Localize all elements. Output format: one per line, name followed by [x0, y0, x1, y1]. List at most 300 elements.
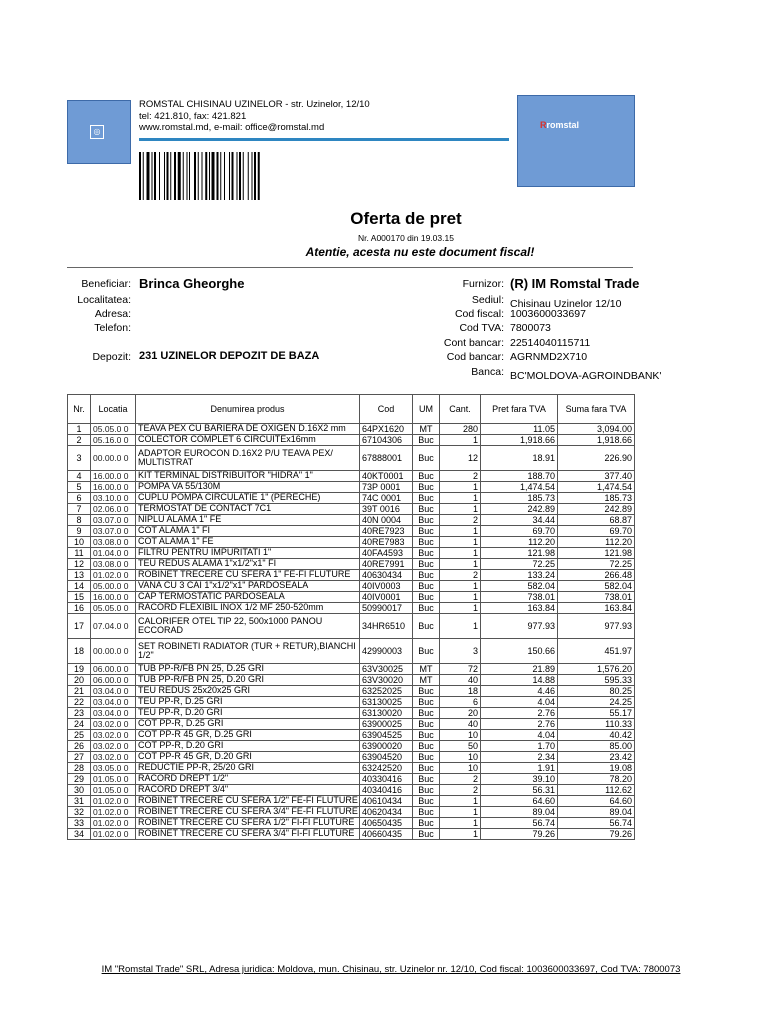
cell-pret: 1.91	[481, 763, 558, 774]
fiscal-notice: Atentie, acesta nu este document fiscal!	[305, 245, 535, 259]
cell-cant: 1	[440, 504, 481, 515]
barcode-bar	[202, 152, 203, 200]
cell-pret: 21.89	[481, 664, 558, 675]
cell-cant: 3	[440, 639, 481, 664]
barcode-bar	[170, 152, 171, 200]
cell-pret: 185.73	[481, 493, 558, 504]
barcode-bar	[167, 152, 169, 200]
cell-denumirea: REDUCTIE PP-R, 25/20 GRI	[136, 763, 360, 774]
cell-denumirea: COT ALAMA 1" FI	[136, 526, 360, 537]
barcode-bar	[258, 152, 260, 200]
cell-cod: 73P 0001	[360, 482, 413, 493]
cell-nr: 17	[68, 614, 91, 639]
company-phone-line: tel: 421.810, fax: 421.821	[139, 110, 247, 122]
table-row	[68, 774, 635, 785]
cell-locatia: 16.00.0 0	[91, 482, 136, 493]
cell-denumirea: CUPLU POMPA CIRCULATIE 1" (PERECHE)	[136, 493, 360, 504]
cell-suma: 185.73	[558, 493, 635, 504]
barcode-bar	[198, 152, 199, 200]
cod-tva-value: 7800073	[510, 322, 551, 334]
cell-cod: 74C 0001	[360, 493, 413, 504]
cell-nr: 20	[68, 675, 91, 686]
table-header-row	[68, 395, 635, 424]
cell-cant: 1	[440, 493, 481, 504]
cell-locatia: 16.00.0 0	[91, 471, 136, 482]
cell-denumirea: COT PP-R, D.25 GRI	[136, 719, 360, 730]
barcode-bar	[164, 152, 165, 200]
cell-denumirea: VANA CU 3 CAI 1"x1/2"x1" PARDOSEALA	[136, 581, 360, 592]
cell-suma: 582.04	[558, 581, 635, 592]
cell-denumirea: COT PP-R, D.20 GRI	[136, 741, 360, 752]
cell-pret: 188.70	[481, 471, 558, 482]
cell-nr: 27	[68, 752, 91, 763]
cell-um: Buc	[413, 603, 440, 614]
cell-cod: 40IV0001	[360, 592, 413, 603]
cell-cant: 2	[440, 785, 481, 796]
cell-suma: 89.04	[558, 807, 635, 818]
cell-suma: 80.25	[558, 686, 635, 697]
cell-suma: 226.90	[558, 446, 635, 471]
table-row	[68, 548, 635, 559]
cont-bancar-label: Cont bancar:	[443, 337, 504, 349]
cell-cod: 63904525	[360, 730, 413, 741]
cell-um: Buc	[413, 446, 440, 471]
cell-um: Buc	[413, 559, 440, 570]
cell-cod: 40620434	[360, 807, 413, 818]
col-header-suma: Suma fara TVA	[558, 395, 635, 424]
table-row	[68, 741, 635, 752]
cell-pret: 2.34	[481, 752, 558, 763]
logo-text: romstal	[546, 120, 580, 130]
document-title: Oferta de pret	[350, 209, 462, 228]
table-row	[68, 829, 635, 840]
cell-suma: 110.33	[558, 719, 635, 730]
cell-locatia: 01.05.0 0	[91, 785, 136, 796]
cell-um: Buc	[413, 471, 440, 482]
logo-emblem-icon: ◎	[90, 125, 104, 139]
cell-cant: 2	[440, 515, 481, 526]
cell-cod: 40610434	[360, 796, 413, 807]
depozit-value: 231 UZINELOR DEPOZIT DE BAZA	[139, 350, 320, 362]
cell-cant: 72	[440, 664, 481, 675]
cell-pret: 39.10	[481, 774, 558, 785]
table-row	[68, 504, 635, 515]
cell-cant: 1	[440, 482, 481, 493]
cell-nr: 14	[68, 581, 91, 592]
cell-nr: 30	[68, 785, 91, 796]
cell-denumirea: RACORD DREPT 3/4"	[136, 785, 360, 796]
cell-denumirea: TUB PP-R/FB PN 25, D.25 GRI	[136, 664, 360, 675]
cell-denumirea: COT PP-R 45 GR, D.25 GRI	[136, 730, 360, 741]
table-row	[68, 559, 635, 570]
cell-pret: 4.04	[481, 697, 558, 708]
cell-um: Buc	[413, 708, 440, 719]
cell-cod: 63900025	[360, 719, 413, 730]
cell-denumirea: POMPA VA 55/130M	[136, 482, 360, 493]
cell-nr: 10	[68, 537, 91, 548]
cell-nr: 1	[68, 424, 91, 435]
table-row	[68, 686, 635, 697]
cell-locatia: 03.08.0 0	[91, 537, 136, 548]
cell-locatia: 03.07.0 0	[91, 515, 136, 526]
products-table-body	[68, 424, 635, 840]
cell-um: Buc	[413, 818, 440, 829]
col-header-denumirea: Denumirea produs	[136, 395, 360, 424]
table-row	[68, 796, 635, 807]
products-table	[67, 394, 635, 840]
table-row	[68, 446, 635, 471]
cell-nr: 23	[68, 708, 91, 719]
cell-locatia: 16.00.0 0	[91, 592, 136, 603]
cell-um: MT	[413, 664, 440, 675]
table-row	[68, 592, 635, 603]
barcode-bar	[237, 152, 238, 200]
header-divider	[139, 138, 509, 141]
adresa-label: Adresa:	[94, 308, 131, 320]
cell-cant: 280	[440, 424, 481, 435]
cell-nr: 28	[68, 763, 91, 774]
table-row	[68, 664, 635, 675]
barcode-bar	[209, 152, 210, 200]
cell-suma: 163.84	[558, 603, 635, 614]
cell-um: Buc	[413, 548, 440, 559]
cell-cod: 39T 0016	[360, 504, 413, 515]
cell-cod: 50990017	[360, 603, 413, 614]
cell-suma: 79.26	[558, 829, 635, 840]
cell-pret: 72.25	[481, 559, 558, 570]
document-number-row	[0, 233, 768, 243]
cod-fiscal-label: Cod fiscal:	[454, 308, 504, 320]
col-header-um: UM	[413, 395, 440, 424]
table-row	[68, 639, 635, 664]
table-row	[68, 818, 635, 829]
romstal-logo-large	[517, 95, 635, 187]
cell-pret: 4.46	[481, 686, 558, 697]
table-row	[68, 785, 635, 796]
barcode-bar	[189, 152, 190, 200]
cell-um: Buc	[413, 592, 440, 603]
cell-locatia: 01.02.0 0	[91, 570, 136, 581]
cell-denumirea: RACORD DREPT 1/2"	[136, 774, 360, 785]
cell-cod: 63242520	[360, 763, 413, 774]
cell-locatia: 05.05.0 0	[91, 603, 136, 614]
footer-row	[0, 964, 768, 975]
cell-cod: 63900020	[360, 741, 413, 752]
table-row	[68, 526, 635, 537]
cell-denumirea: COT ALAMA 1" FE	[136, 537, 360, 548]
cell-um: Buc	[413, 741, 440, 752]
table-row	[68, 752, 635, 763]
cell-denumirea: TEU REDUS 25x20x25 GRI	[136, 686, 360, 697]
cell-pret: 2.76	[481, 719, 558, 730]
cell-cod: 40630434	[360, 570, 413, 581]
cell-cod: 63V30020	[360, 675, 413, 686]
cell-pret: 1,918.66	[481, 435, 558, 446]
cell-cant: 1	[440, 807, 481, 818]
beneficiar-value: Brinca Gheorghe	[139, 276, 245, 291]
cell-suma: 64.60	[558, 796, 635, 807]
cell-cant: 10	[440, 752, 481, 763]
cell-locatia: 05.05.0 0	[91, 424, 136, 435]
cell-denumirea: ROBINET TRECERE CU SFERA 1" FE-FI FLUTURE	[136, 570, 360, 581]
cell-denumirea: TEU PP-R, D.25 GRI	[136, 697, 360, 708]
cell-suma: 242.89	[558, 504, 635, 515]
cell-um: Buc	[413, 719, 440, 730]
cell-cod: 63252025	[360, 686, 413, 697]
cell-um: Buc	[413, 482, 440, 493]
cell-um: Buc	[413, 785, 440, 796]
cell-cod: 40330416	[360, 774, 413, 785]
cell-um: Buc	[413, 796, 440, 807]
cell-cant: 1	[440, 829, 481, 840]
barcode-bar	[224, 152, 225, 200]
cell-locatia: 03.02.0 0	[91, 719, 136, 730]
cell-um: Buc	[413, 807, 440, 818]
cell-denumirea: ROBINET TRECERE CU SFERA 3/4" FI-FI FLUTURE	[136, 829, 360, 840]
localitatea-label: Localitatea:	[77, 294, 131, 306]
cell-cant: 1	[440, 537, 481, 548]
cont-bancar-value: 22514040115711	[510, 337, 591, 349]
cell-nr: 18	[68, 639, 91, 664]
cell-um: Buc	[413, 435, 440, 446]
cell-pret: 1,474.54	[481, 482, 558, 493]
cell-cant: 40	[440, 719, 481, 730]
cell-pret: 2.76	[481, 708, 558, 719]
cell-cod: 40RE7991	[360, 559, 413, 570]
cell-pret: 34.44	[481, 515, 558, 526]
table-row	[68, 719, 635, 730]
cell-suma: 738.01	[558, 592, 635, 603]
cell-denumirea: TEU REDUS ALAMA 1"x1/2"x1" FI	[136, 559, 360, 570]
cell-cant: 1	[440, 592, 481, 603]
barcode-image	[139, 152, 299, 200]
cell-locatia: 06.00.0 0	[91, 675, 136, 686]
cell-cant: 18	[440, 686, 481, 697]
cell-suma: 1,918.66	[558, 435, 635, 446]
cell-nr: 31	[68, 796, 91, 807]
cell-suma: 19.08	[558, 763, 635, 774]
cell-suma: 55.17	[558, 708, 635, 719]
cell-locatia: 03.05.0 0	[91, 763, 136, 774]
cell-cant: 10	[440, 763, 481, 774]
cell-cant: 1	[440, 603, 481, 614]
barcode-bar	[248, 152, 249, 200]
cell-nr: 12	[68, 559, 91, 570]
cell-denumirea: CALORIFER OTEL TIP 22, 500x1000 PANOU ECCORAD	[136, 614, 360, 639]
cell-um: Buc	[413, 581, 440, 592]
cell-nr: 8	[68, 515, 91, 526]
cell-locatia: 03.10.0 0	[91, 493, 136, 504]
cell-nr: 13	[68, 570, 91, 581]
cell-cod: 34HR6510	[360, 614, 413, 639]
cell-nr: 15	[68, 592, 91, 603]
furnizor-value: (R) IM Romstal Trade	[510, 276, 640, 291]
depozit-label: Depozit:	[92, 351, 131, 363]
cell-cod: 63904520	[360, 752, 413, 763]
table-row	[68, 614, 635, 639]
cell-um: Buc	[413, 570, 440, 581]
cell-denumirea: ROBINET TRECERE CU SFERA 1/2" FE-FI FLUTURE	[136, 796, 360, 807]
cell-suma: 78.20	[558, 774, 635, 785]
barcode-bar	[174, 152, 176, 200]
cell-locatia: 03.02.0 0	[91, 752, 136, 763]
table-row	[68, 697, 635, 708]
cell-cant: 1	[440, 796, 481, 807]
table-row	[68, 603, 635, 614]
beneficiar-label: Beneficiar:	[81, 278, 131, 290]
col-header-nr: Nr.	[68, 395, 91, 424]
company-info	[139, 99, 370, 134]
cell-um: Buc	[413, 686, 440, 697]
furnizor-label: Furnizor:	[462, 278, 504, 290]
cell-um: Buc	[413, 526, 440, 537]
cell-cant: 1	[440, 559, 481, 570]
cell-cod: 64PX1620	[360, 424, 413, 435]
cell-cod: 63V30025	[360, 664, 413, 675]
cell-suma: 69.70	[558, 526, 635, 537]
cell-um: Buc	[413, 493, 440, 504]
cell-cant: 12	[440, 446, 481, 471]
cell-denumirea: KIT TERMINAL DISTRIBUITOR "HIDRA" 1"	[136, 471, 360, 482]
products-table-wrap	[67, 394, 634, 840]
cell-cod: 40340416	[360, 785, 413, 796]
banca-clip	[510, 366, 662, 384]
cell-suma: 3,094.00	[558, 424, 635, 435]
cell-suma: 377.40	[558, 471, 635, 482]
cell-suma: 40.42	[558, 730, 635, 741]
cell-locatia: 06.00.0 0	[91, 664, 136, 675]
cell-cant: 50	[440, 741, 481, 752]
cell-pret: 1.70	[481, 741, 558, 752]
cell-locatia: 02.06.0 0	[91, 504, 136, 515]
cell-cant: 1	[440, 435, 481, 446]
barcode-bar	[239, 152, 241, 200]
cell-locatia: 03.04.0 0	[91, 708, 136, 719]
cell-pret: 133.24	[481, 570, 558, 581]
cell-suma: 451.97	[558, 639, 635, 664]
cell-locatia: 03.08.0 0	[91, 559, 136, 570]
cell-suma: 56.74	[558, 818, 635, 829]
sediul-value: Chisinau Uzinelor 12/10	[510, 298, 622, 310]
cell-cant: 2	[440, 774, 481, 785]
cell-pret: 89.04	[481, 807, 558, 818]
barcode-bar	[139, 152, 141, 200]
col-header-locatia: Locatia	[91, 395, 136, 424]
table-row	[68, 482, 635, 493]
table-row	[68, 763, 635, 774]
table-row	[68, 424, 635, 435]
cell-denumirea: RACORD FLEXIBIL INOX 1/2 MF 250-520mm	[136, 603, 360, 614]
cell-nr: 29	[68, 774, 91, 785]
cell-pret: 121.98	[481, 548, 558, 559]
document-title-row	[0, 209, 768, 229]
cell-denumirea: ROBINET TRECERE CU SFERA 3/4" FE-FI FLUTURE	[136, 807, 360, 818]
cell-cant: 40	[440, 675, 481, 686]
cell-um: MT	[413, 424, 440, 435]
cell-cod: 42990003	[360, 639, 413, 664]
cell-cod: 40IV0003	[360, 581, 413, 592]
cell-suma: 595.33	[558, 675, 635, 686]
cell-pret: 56.31	[481, 785, 558, 796]
cell-denumirea: COLECTOR COMPLET 6 CIRCUITEx16mm	[136, 435, 360, 446]
barcode-bar	[212, 152, 215, 200]
table-row	[68, 730, 635, 741]
cell-locatia: 03.02.0 0	[91, 741, 136, 752]
cell-cod: 40RE7983	[360, 537, 413, 548]
cell-cant: 6	[440, 697, 481, 708]
cell-um: Buc	[413, 537, 440, 548]
cell-locatia: 07.04.0 0	[91, 614, 136, 639]
cell-cant: 2	[440, 471, 481, 482]
cell-nr: 32	[68, 807, 91, 818]
cell-denumirea: TUB PP-R/FB PN 25, D.20 GRI	[136, 675, 360, 686]
barcode-bar	[159, 152, 160, 200]
cell-nr: 2	[68, 435, 91, 446]
footer-legal-text: IM "Romstal Trade" SRL, Adresa juridica: Moldova, mun. Chisinau, str. Uzinelor nr. 12/10, Cod fiscal: 1003600033697, Cod TVA: 7800073	[101, 964, 681, 975]
cell-pret: 977.93	[481, 614, 558, 639]
cell-cod: 67888001	[360, 446, 413, 471]
cell-cant: 1	[440, 526, 481, 537]
barcode-bar	[217, 152, 219, 200]
cell-pret: 150.66	[481, 639, 558, 664]
cell-um: Buc	[413, 763, 440, 774]
cell-locatia: 00.00.0 0	[91, 446, 136, 471]
table-row	[68, 675, 635, 686]
cell-suma: 68.87	[558, 515, 635, 526]
cell-suma: 23.42	[558, 752, 635, 763]
cell-nr: 26	[68, 741, 91, 752]
cell-locatia: 03.04.0 0	[91, 697, 136, 708]
cell-denumirea: TEU PP-R, D.20 GRI	[136, 708, 360, 719]
col-header-pret: Pret fara TVA	[481, 395, 558, 424]
cell-locatia: 01.05.0 0	[91, 774, 136, 785]
barcode-bar	[143, 152, 144, 200]
cell-denumirea: NIPLU ALAMA 1" FE	[136, 515, 360, 526]
cell-denumirea: SET ROBINETI RADIATOR (TUR + RETUR),BIANCHI 1/2"	[136, 639, 360, 664]
cell-locatia: 05.00.0 0	[91, 581, 136, 592]
barcode-bar	[254, 152, 256, 200]
cell-locatia: 01.02.0 0	[91, 829, 136, 840]
cell-suma: 112.62	[558, 785, 635, 796]
cell-um: Buc	[413, 697, 440, 708]
cell-pret: 738.01	[481, 592, 558, 603]
cell-um: Buc	[413, 504, 440, 515]
cell-nr: 34	[68, 829, 91, 840]
barcode-bar	[220, 152, 221, 200]
cell-cant: 2	[440, 570, 481, 581]
cod-bancar-value: AGRNMD2X710	[510, 351, 588, 363]
cell-pret: 64.60	[481, 796, 558, 807]
cell-locatia: 01.02.0 0	[91, 796, 136, 807]
barcode-bar	[243, 152, 244, 200]
cell-pret: 79.26	[481, 829, 558, 840]
table-row	[68, 570, 635, 581]
cell-nr: 24	[68, 719, 91, 730]
cell-suma: 1,576.20	[558, 664, 635, 675]
cell-nr: 5	[68, 482, 91, 493]
cell-nr: 4	[68, 471, 91, 482]
cell-denumirea: ADAPTOR EUROCON D.16X2 P/U TEAVA PEX/ MULTISTRAT	[136, 446, 360, 471]
barcode-bar	[194, 152, 196, 200]
col-header-cod: Cod	[360, 395, 413, 424]
cell-um: Buc	[413, 614, 440, 639]
cell-locatia: 01.04.0 0	[91, 548, 136, 559]
cell-nr: 25	[68, 730, 91, 741]
cod-tva-label: Cod TVA:	[459, 322, 504, 334]
cell-denumirea: CAP TERMOSTATIC PARDOSEALA	[136, 592, 360, 603]
cell-pret: 14.88	[481, 675, 558, 686]
cell-denumirea: TEAVA PEX CU BARIERA DE OXIGEN D.16X2 mm	[136, 424, 360, 435]
